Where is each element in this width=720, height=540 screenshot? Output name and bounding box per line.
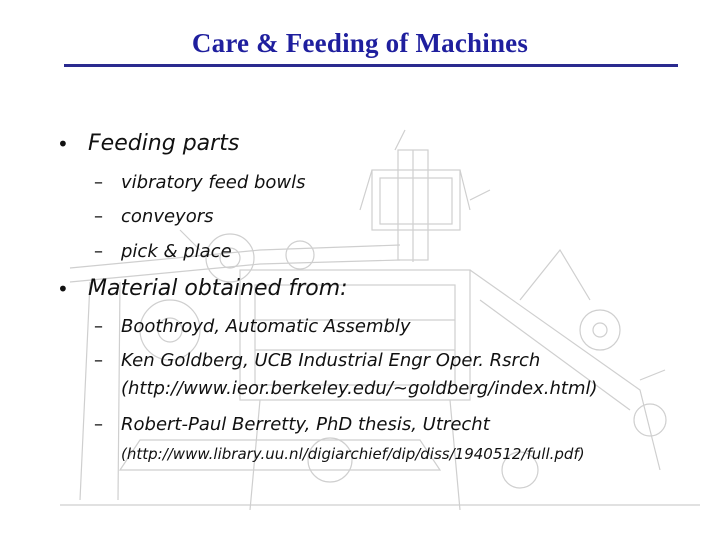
- subitem-berretty-url: (http://www.library.uu.nl/digiarchief/dip/diss/1940512/full.pdf): [121, 445, 585, 463]
- subitem-ken-goldberg: Ken Goldberg, UCB Industrial Engr Oper. Rsrch: [121, 350, 541, 371]
- subitem-ken-goldberg-url: (http://www.ieor.berkeley.edu/~goldberg/index.html): [121, 378, 598, 399]
- subitem-vibratory-feed-bowls: vibratory feed bowls: [121, 172, 306, 193]
- bullet-marker: •: [57, 277, 69, 301]
- bullet-material-obtained-from: Material obtained from:: [88, 276, 348, 301]
- dash-marker: –: [94, 241, 103, 262]
- subitem-berretty: Robert-Paul Berretty, PhD thesis, Utrecht: [121, 414, 490, 435]
- dash-marker: –: [94, 206, 103, 227]
- bullet-feeding-parts: Feeding parts: [88, 131, 240, 156]
- dash-marker: –: [94, 316, 103, 337]
- subitem-conveyors: conveyors: [121, 206, 214, 227]
- slide-title: Care & Feeding of Machines: [191, 28, 529, 58]
- dash-marker: –: [94, 350, 103, 371]
- bullet-marker: •: [57, 132, 69, 156]
- dash-marker: –: [94, 172, 103, 193]
- dash-marker: –: [94, 414, 103, 435]
- subitem-pick-and-place: pick & place: [121, 241, 232, 262]
- subitem-boothroyd: Boothroyd, Automatic Assembly: [121, 316, 411, 337]
